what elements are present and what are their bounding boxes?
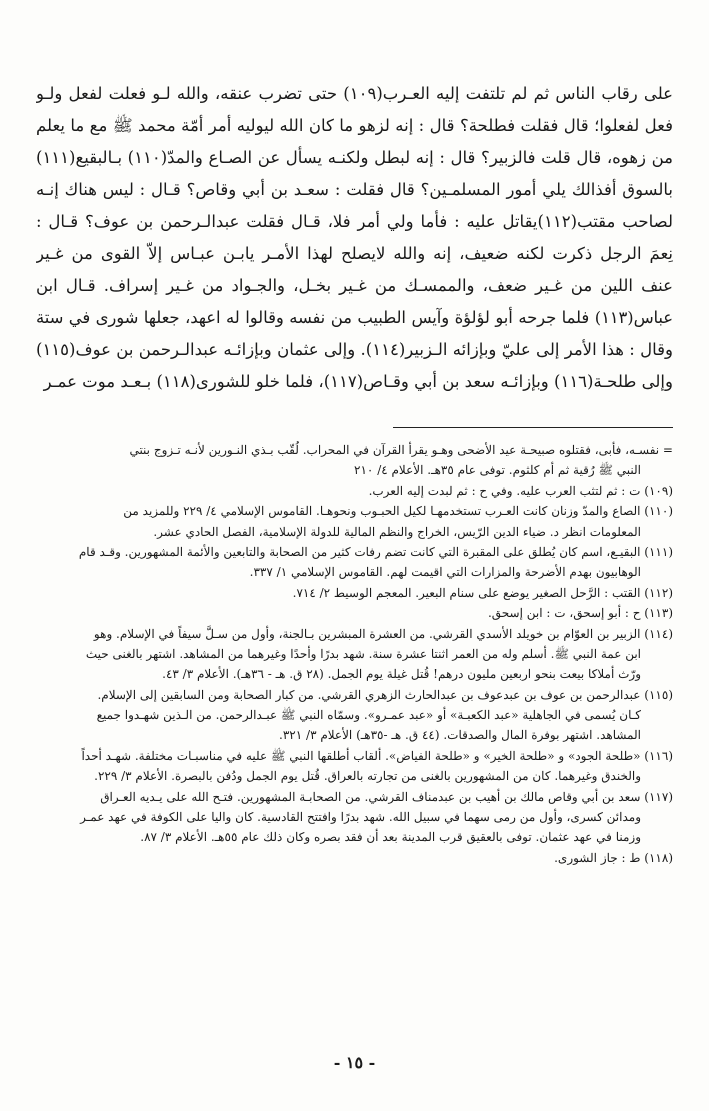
- body-line: وقال : هذا الأمر إلى عليّ وبإزائه الـزبير(١١٤). وإلى عثمان وبإزائـه عبدالـرحمن بن عوف(١١٥): [36, 340, 673, 359]
- footnote-line: والخندق وغيرهما. كان من المشهورين بالغنى من تجارته بالعراق. قُتل يوم الجمل ودُفن بالبصرة. الأعلام ٣/ ٢٢٩.: [94, 769, 641, 784]
- footnote-line: ومدائن كسرى، وأول من رمى سهما في سبيل الله. شهد بدرًا وافتتح القادسية. كان واليا على الكوفة في عهد عمـر: [80, 810, 641, 825]
- body-line: نِعمَ الرجل ذكرت لكنه ضعيف، إنه والله لايصلح لهذا الأمـر يابـن عبـاس إلاّ القوى من غـير: [36, 244, 673, 263]
- footnote-line: (١١٦) «طلحة الجود» و «طلحة الخير» و «طلحة الفياض». ألقاب أطلقها النبي ﷺ عليه في مناسبـات مختلفة. شهـد أحداً: [81, 748, 673, 763]
- footnote-line: (١١٧) سعد بن أبي وقاص مالك بن أهيب بن عبدمناف القرشي. من الصحابـة المشهورين. فتـح الله على يـديه العـراق: [100, 789, 673, 804]
- footnote-line: الوهابيون بهدم الأضرحة والمزارات التي اقيمت لهم. القاموس الإسلامي ١/ ٣٣٧.: [249, 565, 641, 580]
- footnote-line: المعلومات انظر د. ضياء الدين الرّيس، الخراج والنظم المالية للدولة الإسلامية، الفصل الحادي عشر.: [153, 524, 641, 539]
- footnote-line: وزمنا في عهد عثمان. توفى بالعقيق قرب المدينة بعد أن فقد بصره وكان ذلك عام ٥٥هـ. الأعلام ٣/ ٨٧.: [140, 830, 641, 845]
- footnote-line: كـان يُسمى في الجاهلية «عبد الكعبـة» أو «عبد عمـرو». وسمّاه النبي ﷺ عبـدالرحمن. من الـذين شهـدوا جميع: [96, 708, 641, 723]
- body-line: من زهوه، قال قلت فالزبير؟ قال : إنه لبطل ولكنـه يسأل عن الصـاع والمدّ(١١٠) بـالبقيع(١١١): [36, 148, 673, 167]
- footnote-line: ابن عمة النبي ﷺ. أسلم وله من العمر اثنتا عشرة سنة. شهد بدرًا وأحدًا وغيرهما من المشاهد. اشتهر بالغنى حيث: [85, 646, 641, 661]
- body-line: وإلى طلحـة(١١٦) وبإزائـه سعد بن أبي وقـاص(١١٧)، فلما خلو للشورى(١١٨) بـعـد موت عمـر: [43, 372, 673, 391]
- body-line: لصاحب مقتب(١١٢)يقاتل عليه : فأما ولي أمر فلا، قـال فقلت عبدالـرحمن بن عوف؟ قـال :: [36, 212, 673, 231]
- body-line: عنف اللين من غـير ضعف، والممسـك من غـير بخـل، والجـواد من غـير إسراف. قـال ابن: [36, 276, 673, 295]
- footnote-line: (١١٠) الصاع والمدّ وزنان كانت العـرب تستخدمهـا لكيل الحبـوب ونحوهـا. القاموس الإسلامي ٤/ ٢٢٩ وللمزيد من: [123, 504, 673, 519]
- footnote-separator: [393, 427, 673, 428]
- footnote-line: النبي ﷺ رُقية ثم أم كلثوم. توفى عام ٣٥هـ. الأعلام ٤/ ٢١٠: [354, 463, 641, 478]
- footnote-line: (١١٣) ح : أبو إسحق، ت : ابن إسحق.: [487, 606, 673, 621]
- body-line: عباس(١١٣) فلما جرحه أبو لؤلؤة وآيس الطبيب من نفسه وقالوا له اعهد، جعلها شورى في ستة: [36, 308, 673, 327]
- body-line: فعل لفعلوا؛ قال فقلت فطلحة؟ قال : إنه لزهو ما كان الله ليوليه أمر أمّة محمد ﷺ مع ما يعلم: [36, 116, 673, 135]
- footnote-line: (١١١) البقيـع، اسم كان يُطلق على المقبرة التي كانت تضم رفات كثير من الصحابة والتابعين والأئمة المشهورين. وقـد قام: [78, 544, 673, 559]
- footnote-line: (١١٨) ط : جاز الشورى.: [554, 850, 673, 865]
- footnote-line: (١٠٩) ت : ثم لتثب العرب عليه. وفي ح : ثم لبدت إليه العرب.: [368, 483, 673, 498]
- footnote-line: (١١٢) القتب : الرَّحل الصغير يوضع على سنام البعير. المعجم الوسيط ٢/ ٧١٤.: [292, 585, 673, 600]
- footnote-line: = نفسـه، فأبى، فقتلوه صبيحـة عيد الأضحى وهـو يقرأ القرآن في المحراب. لُقّب بـذي النـورين لأنـه تـزوج بنتي: [129, 443, 673, 457]
- body-line: بالسوق أفذالك يلي أمور المسلمـين؟ قال فقلت : سعـد بن أبي وقاص؟ قـال : ليس هناك إنـه: [36, 180, 673, 199]
- footnote-line: (١١٥) عبدالرحمن بن عوف بن عبدعوف بن عبدالحارث الزهري القرشي. من كبار الصحابة ومن السابقين إلى الإسلام.: [97, 687, 673, 702]
- footnote-line: ورّث أملاكا بيعت بنحو اربعين مليون درهم! قُتل غيلة يوم الجمل. (٢٨ ق. هـ - ٣٦هـ). الأعلام ٣/ ٤٣.: [162, 667, 641, 682]
- body-line: على رقاب الناس ثم لم تلتفت إليه العـرب(١٠٩) حتى تضرب عنقه، والله لـو فعلت لفعل ولـو: [36, 84, 673, 103]
- footnotes-section: [36, 440, 673, 868]
- page-number: - ١٥ -: [333, 1053, 376, 1072]
- footnote-line: المشاهد. اشتهر بوفرة المال والصدقات. (٤٤ ق. هـ -٣٥هـ) الأعلام ٣/ ٣٢١.: [279, 728, 641, 743]
- main-text: [36, 78, 673, 398]
- footnote-line: (١١٤) الزبير بن العوّام بن خويلد الأسدي القرشي. من العشرة المبشرين بـالجنة، وأول من سـلَّ سيفاً في الإسلام. وهو: [93, 626, 673, 641]
